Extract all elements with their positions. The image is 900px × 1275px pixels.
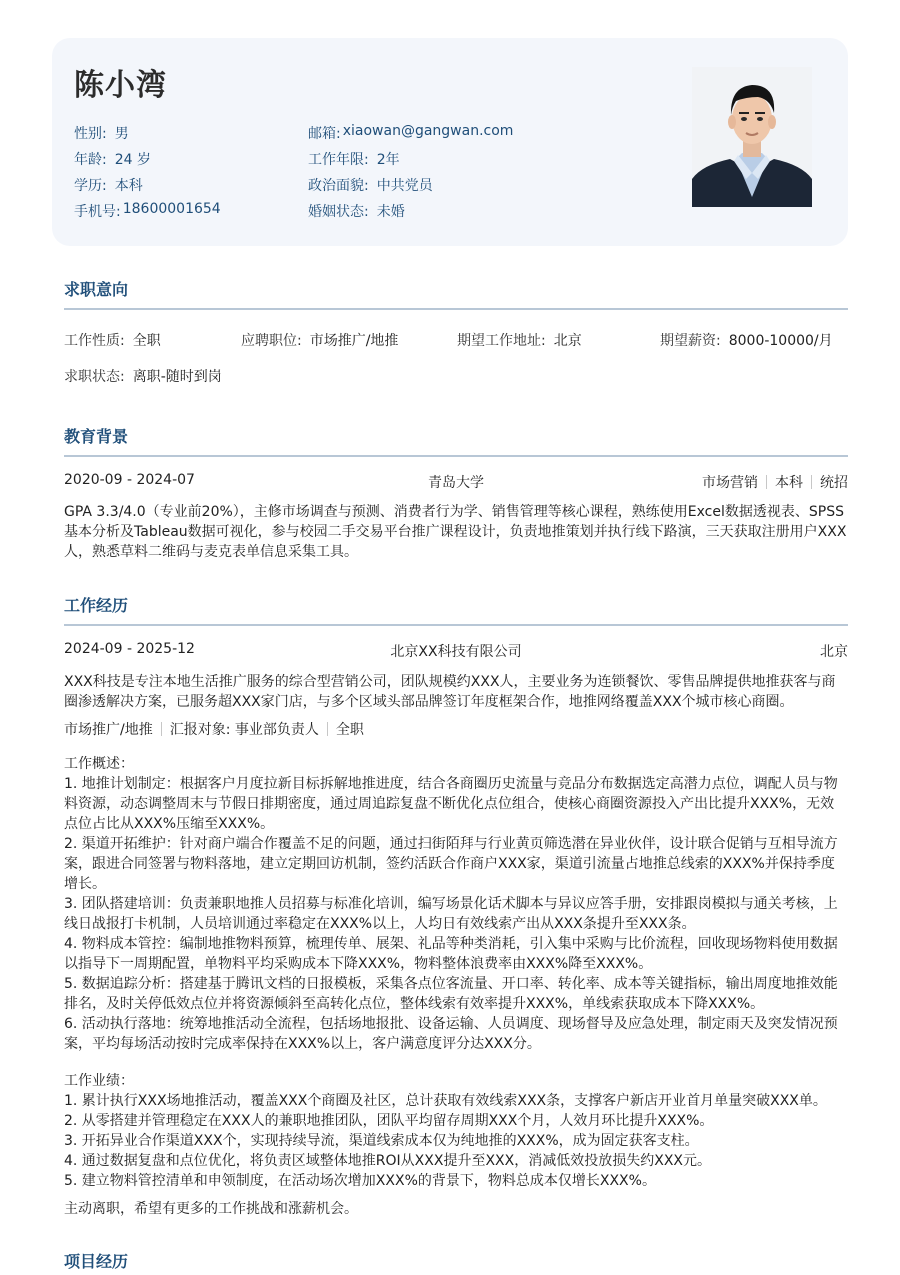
company-description: XXX科技是专注本地生活推广服务的综合型营销公司，团队规模约XXX人，主要业务为连锁餐饮、零售品牌提供地推获客与商圈渗透解决方案，已服务超XXX家门店，与多个区域头部品牌签订年度框架合作，地推网络覆盖XXX个城市核心商圈。	[64, 674, 836, 710]
education-enrollment: 统招	[820, 475, 848, 491]
section-title-work: 工作经历	[64, 596, 129, 615]
education-description: GPA 3.3/4.0（专业前20%），主修市场调查与预测、消费者行为学、销售管理等核心课程，熟练使用Excel数据透视表、SPSS基本分析及Tableau数据可视化，参与校园二手交易平台推广课程设计，负责地推策划并执行线下路演，三天获取注册用户XXX人，熟悉草料二维码与麦克表单信息采集工具。	[64, 504, 847, 560]
education-school: 青岛大学	[428, 475, 484, 491]
work-meta-row	[64, 641, 848, 661]
experience-label: 工作年限:	[308, 152, 369, 168]
age-label: 年龄:	[74, 152, 107, 168]
intent-type-label: 工作性质:	[64, 333, 125, 349]
work-tags	[64, 719, 848, 739]
intent-salary-value: 8000-10000/月	[728, 333, 833, 349]
education-field	[74, 175, 308, 195]
section-divider	[64, 455, 848, 457]
section-title-education: 教育背景	[64, 427, 129, 446]
achievements-title: 工作业绩：	[64, 1073, 134, 1089]
portrait-image	[692, 67, 812, 207]
politics-value: 中共党员	[376, 178, 433, 194]
intent-salary	[660, 330, 833, 350]
overview-item: 6. 活动执行落地：统筹地推活动全流程，包括场地报批、设备运输、人员调度、现场督导及应急处理，制定雨天及突发情况预案，平均每场活动按时完成率保持在XXX%以上，客户满意度评分达XXX分。	[64, 1016, 838, 1052]
phone-label: 手机号:	[74, 204, 121, 220]
info-row	[74, 198, 542, 224]
achievement-item: 5. 建立物料管控清单和申领制度，在活动场次增加XXX%的背景下，物料总成本仅增长XXX%。	[64, 1173, 656, 1189]
overview-item: 1. 地推计划制定：根据客户月度拉新目标拆解地推进度，结合各商圈历史流量与竞品分布数据选定高潜力点位，调配人员与物料资源，动态调整周末与节假日排期密度，通过周追踪复盘不断优化点位组合，使核心商圈资源投入产出比提升XXX%，无效点位占比从XXX%压缩至XXX%。	[64, 776, 838, 832]
overview-item: 2. 渠道开拓维护：针对商户端合作覆盖不足的问题，通过扫街陌拜与行业黄页筛选潜在异业伙伴，设计联合促销与互相导流方案，跟进合同签署与物料落地，建立定期回访机制，签约活跃合作商户XXX家，渠道引流量占地推总线索的XXX%并保持季度增长。	[64, 836, 838, 892]
achievement-item: 1. 累计执行XXX场地推活动，覆盖XXX个商圈及社区，总计获取有效线索XXX条，支撑客户新店开业首月单量突破XXX单。	[64, 1093, 827, 1109]
intent-location-value: 北京	[553, 333, 582, 349]
intent-salary-label: 期望薪资:	[660, 333, 721, 349]
marital-value: 未婚	[376, 204, 405, 220]
achievement-item: 3. 开拓异业合作渠道XXX个，实现持续导流，渠道线索成本仅为纯地推的XXX%，成为固定获客支柱。	[64, 1133, 699, 1149]
personal-info-grid	[74, 120, 542, 224]
marital-field	[308, 201, 542, 221]
work-tag-role: 市场推广/地推	[64, 722, 153, 738]
education-details	[702, 472, 848, 492]
section-title-intent: 求职意向	[64, 280, 129, 299]
candidate-name: 陈小湾	[74, 68, 167, 103]
intent-location-label: 期望工作地址:	[457, 333, 546, 349]
education-degree: 本科	[775, 475, 803, 491]
age-field	[74, 149, 308, 169]
phone-field	[74, 201, 308, 221]
intent-status	[64, 366, 222, 386]
work-company: 北京XX科技有限公司	[390, 644, 522, 660]
gender-field	[74, 123, 308, 143]
education-meta-row	[64, 472, 848, 492]
email-field	[308, 123, 542, 143]
education-value: 本科	[114, 178, 143, 194]
info-row	[74, 120, 542, 146]
intent-type-value: 全职	[132, 333, 161, 349]
marital-label: 婚姻状态:	[308, 204, 369, 220]
intent-location	[457, 330, 582, 350]
work-tag-report: 汇报对象: 事业部负责人	[169, 722, 319, 738]
politics-field	[308, 175, 542, 195]
intent-position-label: 应聘职位:	[241, 333, 302, 349]
work-tag-type: 全职	[335, 722, 364, 738]
separator	[327, 722, 328, 736]
info-row	[74, 146, 542, 172]
work-overview	[64, 754, 848, 1054]
work-achievements	[64, 1071, 848, 1191]
overview-item: 5. 数据追踪分析：搭建基于腾讯文档的日报模板，采集各点位客流量、开口率、转化率、成本等关键指标，输出周度地推效能排名，及时关停低效点位并将资源倾斜至高转化点位，整体线索有效率提升XXX%，单线索获取成本下降XXX%。	[64, 976, 838, 1012]
info-row	[74, 172, 542, 198]
intent-status-label: 求职状态:	[64, 369, 125, 385]
section-divider	[64, 624, 848, 626]
education-major: 市场营销	[702, 475, 758, 491]
leave-reason: 主动离职，希望有更多的工作挑战和涨薪机会。	[64, 1201, 358, 1217]
overview-title: 工作概述：	[64, 756, 134, 772]
section-divider	[64, 308, 848, 310]
separator	[766, 475, 767, 489]
work-period: 2024-09 - 2025-12	[64, 641, 195, 657]
section-title-project: 项目经历	[64, 1252, 129, 1271]
separator	[811, 475, 812, 489]
work-city: 北京	[820, 644, 848, 660]
separator	[161, 722, 162, 736]
achievement-item: 4. 通过数据复盘和点位优化，将负责区域整体地推ROI从XXX提升至XXX，消减低效投放损失约XXX元。	[64, 1153, 711, 1169]
email-label: 邮箱:	[308, 126, 341, 142]
age-value: 24 岁	[114, 152, 151, 168]
profile-header-card	[52, 38, 848, 246]
overview-item: 4. 物料成本管控：编制地推物料预算，梳理传单、展架、礼品等种类消耗，引入集中采购与比价流程，回收现场物料使用数据以指导下一周期配置，单物料平均采购成本下降XXX%，物料整体浪费率由XXX%降至XXX%。	[64, 936, 838, 972]
profile-photo	[692, 67, 812, 207]
intent-status-value: 离职-随时到岗	[132, 369, 222, 385]
email-value[interactable]: xiaowan@gangwan.com	[342, 123, 514, 139]
experience-field	[308, 149, 542, 169]
phone-value: 18600001654	[122, 201, 221, 217]
gender-value: 男	[114, 126, 129, 142]
experience-value: 2年	[376, 152, 400, 168]
gender-label: 性别:	[74, 126, 107, 142]
intent-position	[241, 330, 398, 350]
overview-item: 3. 团队搭建培训：负责兼职地推人员招募与标准化培训，编写场景化话术脚本与异议应答手册，安排跟岗模拟与通关考核，上线日战报打卡机制，人员培训通过率稳定在XXX%以上，人均日有效线索产出从XXX条提升至XXX条。	[64, 896, 838, 932]
education-period: 2020-09 - 2024-07	[64, 472, 195, 488]
education-label: 学历:	[74, 178, 107, 194]
politics-label: 政治面貌:	[308, 178, 369, 194]
intent-position-value: 市场推广/地推	[309, 333, 399, 349]
achievement-item: 2. 从零搭建并管理稳定在XXX人的兼职地推团队，团队平均留存周期XXX个月，人效月环比提升XXX%。	[64, 1113, 714, 1129]
intent-type	[64, 330, 161, 350]
